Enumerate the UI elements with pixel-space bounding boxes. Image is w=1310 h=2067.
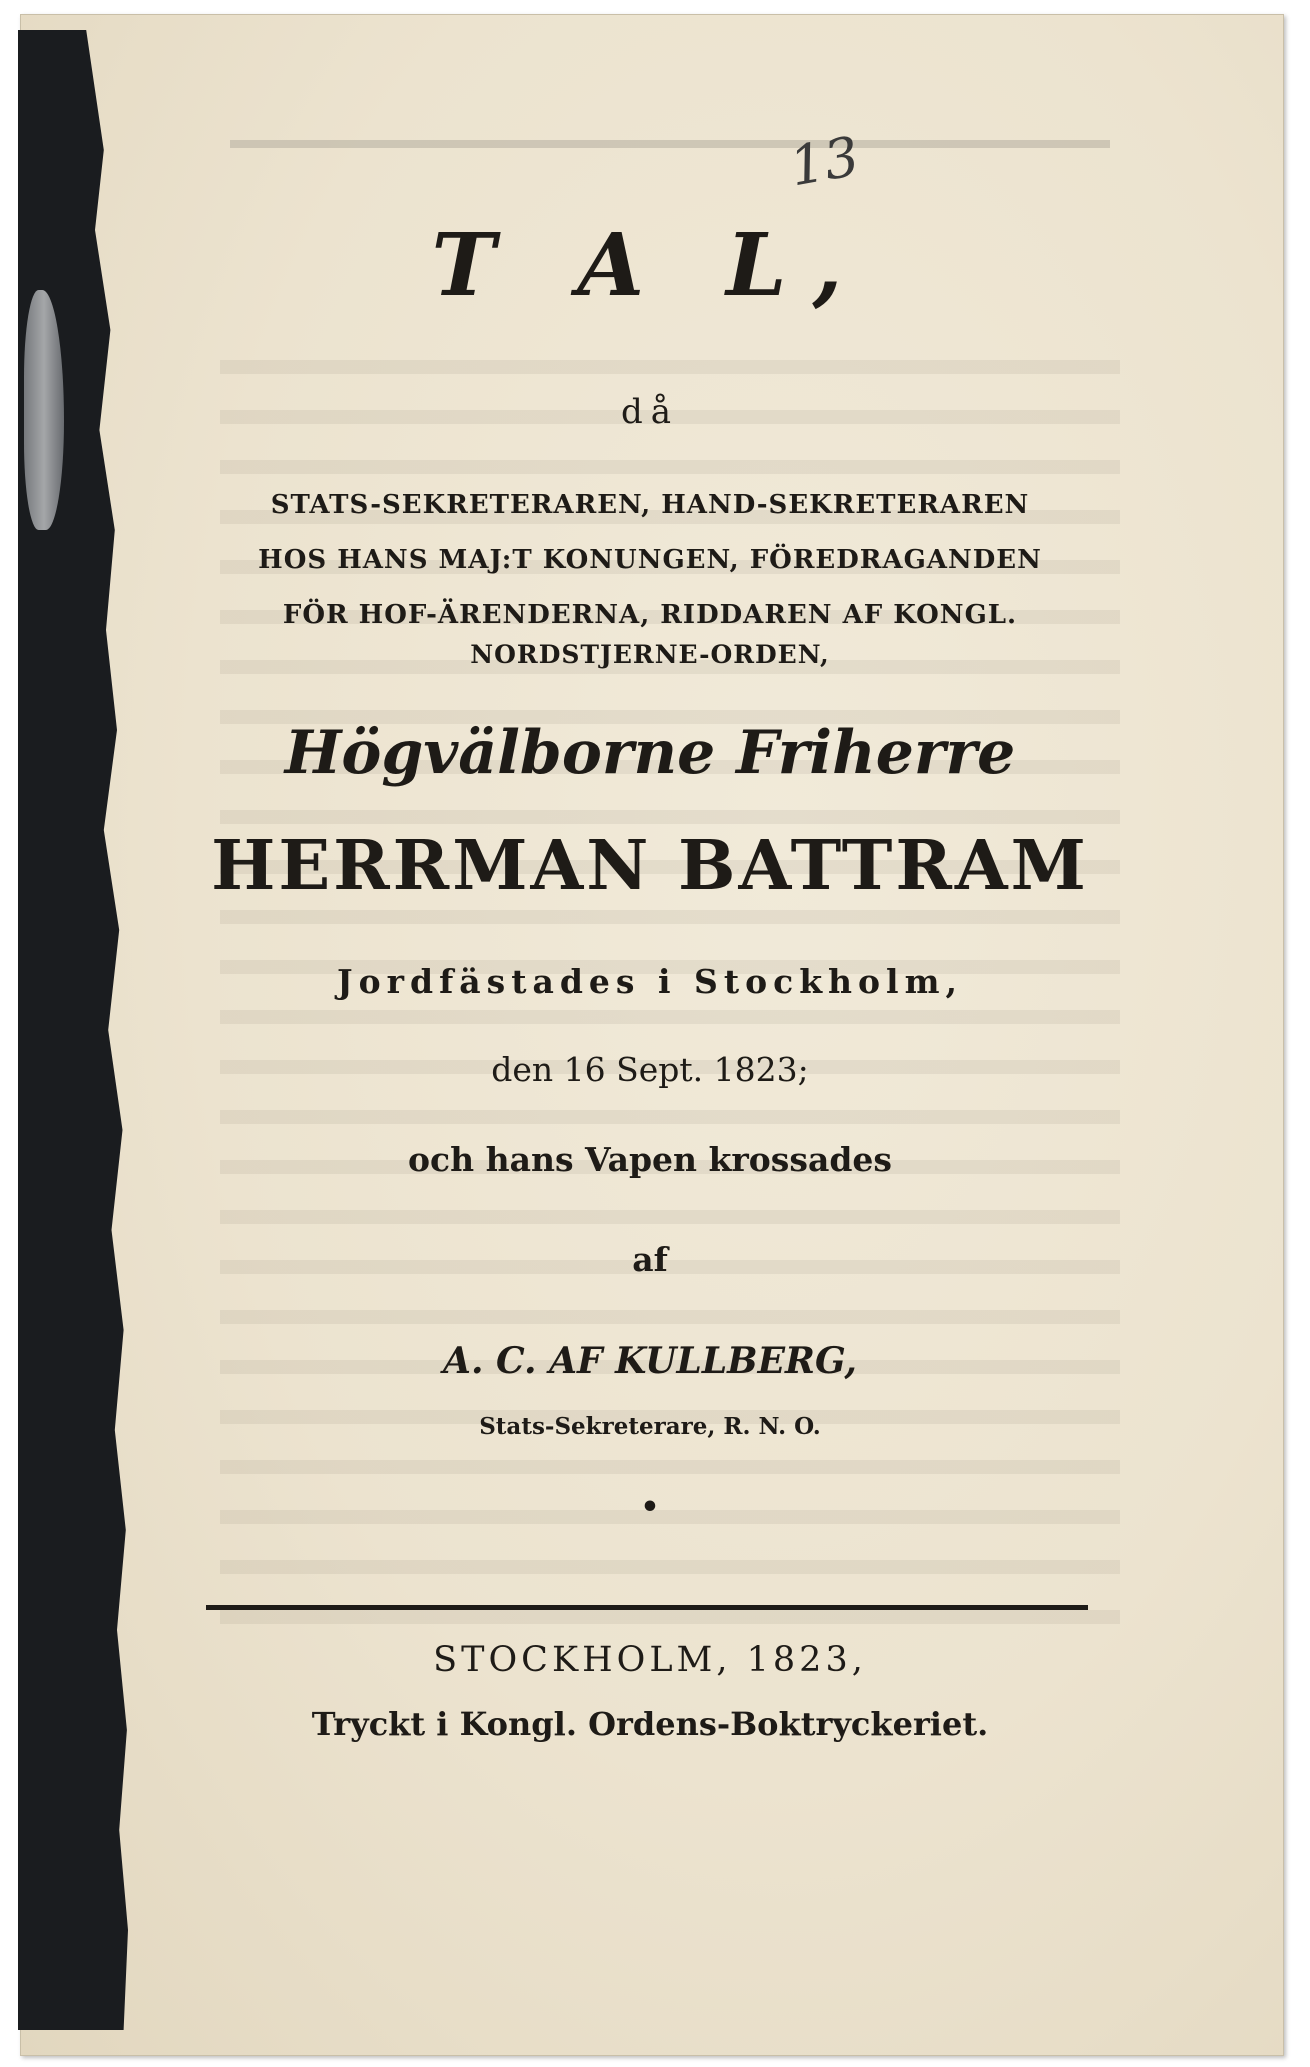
handwritten-number: 13	[785, 124, 864, 199]
faded-top-rule	[230, 140, 1110, 148]
office-line-1: STATS-SEKRETERAREN, HAND-SEKRETERAREN	[270, 490, 1030, 520]
imprint-rule	[206, 1605, 1088, 1610]
title: T A L,	[431, 215, 869, 316]
office-line-4: NORDSTJERNE-ORDEN,	[470, 640, 830, 669]
author-name: A. C. AF KULLBERG,	[443, 1340, 857, 1382]
imprint-printer: Tryckt i Kongl. Ordens-Boktryckeriet.	[311, 1705, 989, 1743]
office-line-3: FÖR HOF-ÄRENDERNA, RIDDAREN AF KONGL.	[282, 600, 1018, 630]
deceased-name: HERRMAN BATTRAM	[211, 826, 1089, 906]
ornament: •	[640, 1490, 660, 1525]
da-line: då	[620, 392, 680, 432]
vapen-line: och hans Vapen krossades	[408, 1140, 892, 1179]
date-line: den 16 Sept. 1823;	[491, 1050, 809, 1089]
event-line: Jordfästades i Stockholm,	[336, 962, 964, 1001]
office-line-2: HOS HANS MAJ:T KONUNGEN, FÖREDRAGANDEN	[258, 545, 1042, 575]
author-title: Stats-Sekreterare, R. N. O.	[479, 1413, 821, 1440]
af-line: af	[632, 1240, 668, 1279]
imprint-place: STOCKHOLM, 1823,	[433, 1640, 867, 1680]
honorific: Högvälborne Friherre	[284, 718, 1016, 788]
